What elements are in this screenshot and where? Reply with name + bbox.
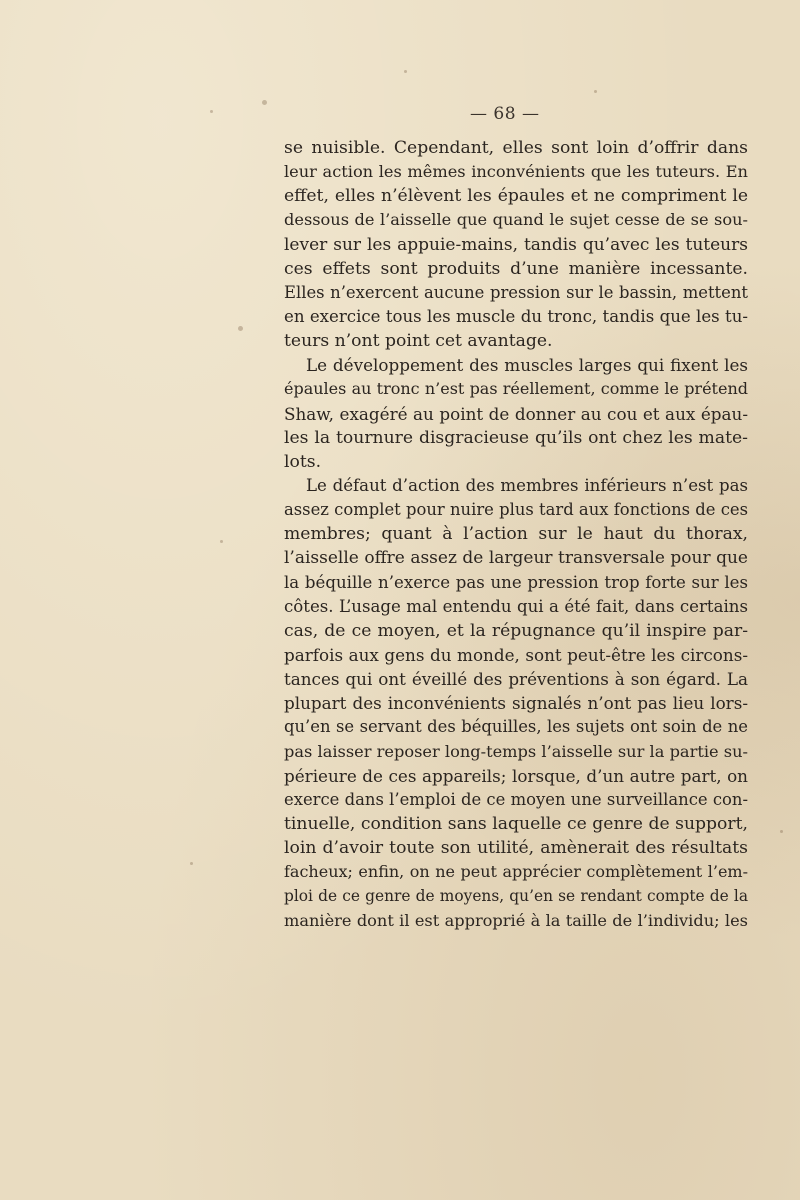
text-line: en exercice tous les muscle du tronc, tandis que les tu- [284, 306, 748, 326]
text-line: effet, elles n’élèvent les épaules et ne compriment le [284, 186, 748, 207]
body-text [284, 136, 748, 933]
text-line: épaules au tronc n’est pas réellement, comme le prétend [284, 379, 748, 399]
text-line: ces effets sont produits d’une manière incessante. [284, 258, 748, 279]
paper-speck [780, 830, 783, 833]
text-line: manière dont il est approprié à la taille de l’individu; les [284, 910, 748, 930]
text-line: Le développement des muscles larges qui fixent les [306, 355, 748, 376]
paper-speck [220, 540, 223, 543]
text-line: tances qui ont éveillé des préventions à son égard. La [284, 669, 748, 690]
text-line: membres; quant à l’action sur le haut du thorax, [284, 524, 748, 545]
page-number: — 68 — [470, 104, 540, 124]
text-line: périeure de ces appareils; lorsque, d’un autre part, on [284, 765, 748, 786]
text-line: lever sur les appuie-mains, tandis qu’avec les tuteurs [284, 234, 748, 255]
text-line: se nuisible. Cependant, elles sont loin d’offrir dans [284, 138, 748, 158]
text-line: exerce dans l’emploi de ce moyen une surveillance con- [284, 789, 748, 809]
paper-speck [238, 326, 243, 331]
text-line: leur action les mêmes inconvénients que les tuteurs. En [284, 162, 748, 182]
text-line: lots. [284, 451, 322, 472]
paper-speck [262, 100, 267, 105]
text-line: assez complet pour nuire plus tard aux fonctions de ces [284, 500, 748, 520]
paper-speck [210, 110, 213, 113]
text-line: tinuelle, condition sans laquelle ce genre de support, [284, 813, 748, 834]
text-line: l’aisselle offre assez de largeur transversale pour que [284, 548, 748, 569]
text-line: Le défaut d’action des membres inférieurs n’est pas [306, 475, 748, 495]
paper-speck [594, 90, 597, 93]
text-line: facheux; enfin, on ne peut apprécier complètement l’em- [284, 862, 748, 882]
text-line: côtes. L’usage mal entendu qui a été fait, dans certains [284, 596, 748, 616]
paper-speck [190, 862, 193, 865]
text-line: qu’en se servant des béquilles, les sujets ont soin de ne [284, 717, 748, 737]
text-line: Shaw, exagéré au point de donner au cou et aux épau- [284, 403, 748, 424]
text-line: parfois aux gens du monde, sont peut-être les circons- [284, 644, 748, 665]
text-line: la béquille n’exerce pas une pression trop forte sur les [284, 572, 748, 592]
text-line: cas, de ce moyen, et la répugnance qu’il inspire par- [284, 620, 748, 641]
text-line: dessous de l’aisselle que quand le sujet cesse de se sou- [284, 210, 748, 230]
text-line: ploi de ce genre de moyens, qu’en se rendant compte de la [284, 887, 748, 906]
paper-speck [404, 70, 407, 73]
text-line: les la tournure disgracieuse qu’ils ont chez les mate- [284, 427, 748, 448]
text-line: Elles n’exercent aucune pression sur le bassin, mettent [284, 282, 748, 302]
text-line: loin d’avoir toute son utilité, amènerait des résultats [284, 838, 748, 859]
text-line: pas laisser reposer long-temps l’aisselle sur la partie su- [284, 741, 748, 761]
text-line: teurs n’ont point cet avantage. [284, 331, 553, 352]
text-line: plupart des inconvénients signalés n’ont pas lieu lors- [284, 693, 748, 714]
